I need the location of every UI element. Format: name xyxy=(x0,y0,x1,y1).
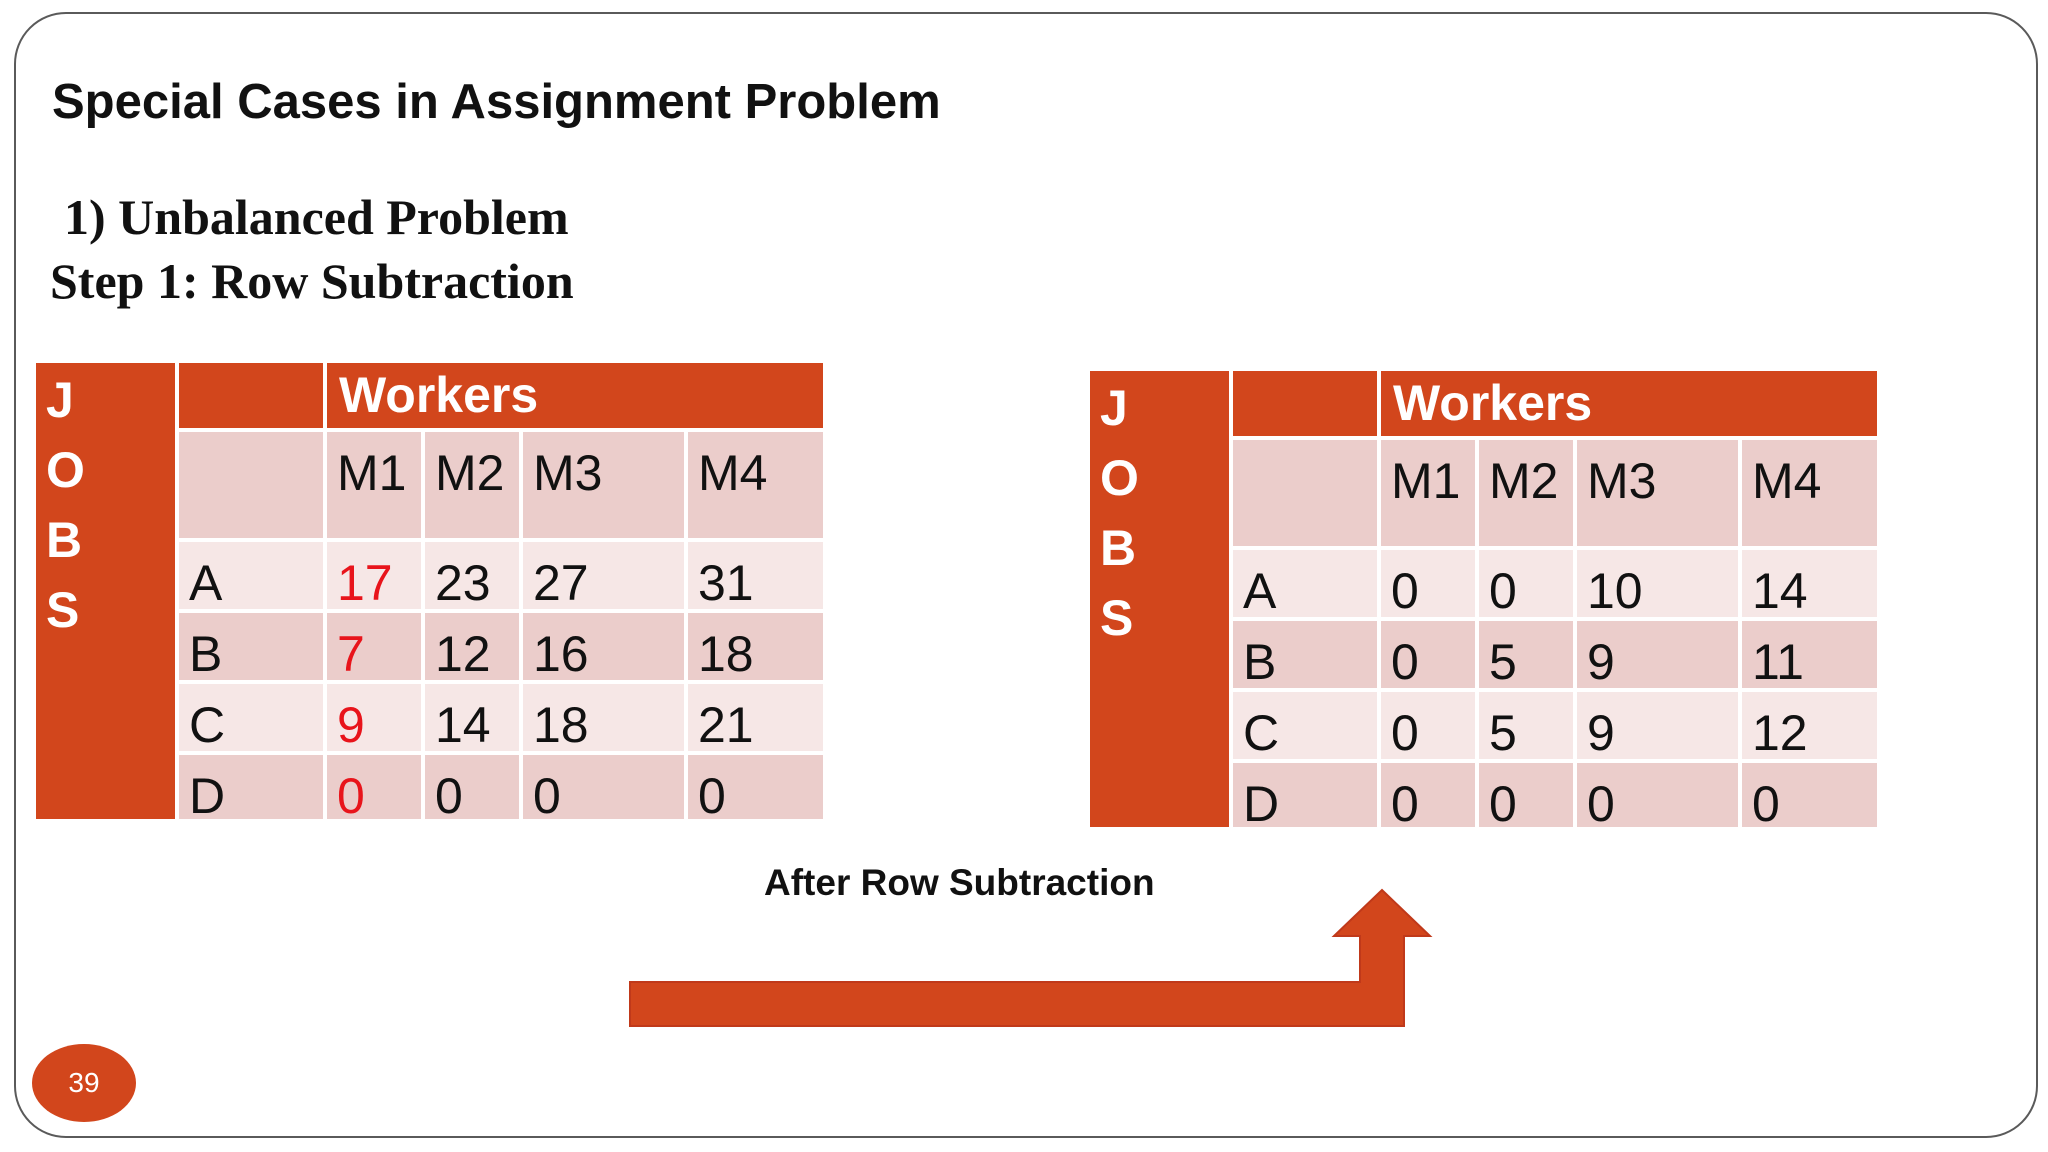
cell-d-m1: 0 xyxy=(327,755,421,819)
column-header-m1: M1 xyxy=(327,432,421,538)
cell-b-m2: 5 xyxy=(1479,621,1573,688)
cell-c-m2: 5 xyxy=(1479,692,1573,759)
header-blank-cell xyxy=(179,363,323,428)
cell-a-m1: 0 xyxy=(1381,550,1475,617)
cell-a-m2: 23 xyxy=(425,542,519,609)
cell-a-m1: 17 xyxy=(327,542,421,609)
slide-title: Special Cases in Assignment Problem xyxy=(52,75,941,129)
row-label-c: C xyxy=(1233,692,1377,759)
cell-a-m4: 14 xyxy=(1742,550,1877,617)
page-number-badge: 39 xyxy=(32,1044,136,1122)
header-blank-cell xyxy=(1233,371,1377,436)
cell-c-m1: 9 xyxy=(327,684,421,751)
cell-a-m3: 27 xyxy=(523,542,684,609)
column-header-m3: M3 xyxy=(523,432,684,538)
bent-arrow-up-icon xyxy=(626,886,1446,1076)
corner-cell xyxy=(1233,440,1377,546)
cell-b-m1: 0 xyxy=(1381,621,1475,688)
cell-c-m3: 9 xyxy=(1577,692,1738,759)
jobs-letter: S xyxy=(1100,590,1134,646)
cell-b-m4: 11 xyxy=(1742,621,1877,688)
cell-d-m4: 0 xyxy=(1742,763,1877,827)
jobs-column-header xyxy=(1090,371,1229,827)
subtitle-unbalanced-problem: 1) Unbalanced Problem xyxy=(64,189,569,245)
cell-b-m3: 9 xyxy=(1577,621,1738,688)
cell-b-m4: 18 xyxy=(688,613,823,680)
column-header-m4: M4 xyxy=(1742,440,1877,546)
jobs-column-header xyxy=(36,363,175,819)
workers-header: Workers xyxy=(1381,371,1877,436)
row-label-d: D xyxy=(1233,763,1377,827)
cell-d-m3: 0 xyxy=(523,755,684,819)
cell-a-m2: 0 xyxy=(1479,550,1573,617)
jobs-letter: B xyxy=(46,512,83,568)
row-label-c: C xyxy=(179,684,323,751)
column-header-m2: M2 xyxy=(425,432,519,538)
row-label-d: D xyxy=(179,755,323,819)
cell-d-m2: 0 xyxy=(425,755,519,819)
cell-b-m2: 12 xyxy=(425,613,519,680)
cell-d-m1: 0 xyxy=(1381,763,1475,827)
workers-header: Workers xyxy=(327,363,823,428)
row-label-b: B xyxy=(179,613,323,680)
cell-d-m2: 0 xyxy=(1479,763,1573,827)
row-label-a: A xyxy=(179,542,323,609)
corner-cell xyxy=(179,432,323,538)
jobs-letter: S xyxy=(46,582,80,638)
cell-c-m4: 21 xyxy=(688,684,823,751)
cell-d-m4: 0 xyxy=(688,755,823,819)
row-label-a: A xyxy=(1233,550,1377,617)
cell-b-m3: 16 xyxy=(523,613,684,680)
column-header-m1: M1 xyxy=(1381,440,1475,546)
jobs-letter: O xyxy=(1100,450,1139,506)
cell-a-m3: 10 xyxy=(1577,550,1738,617)
jobs-letter: B xyxy=(1100,520,1137,576)
jobs-letter: J xyxy=(1100,380,1128,436)
jobs-letter: O xyxy=(46,442,85,498)
row-label-b: B xyxy=(1233,621,1377,688)
cell-c-m3: 18 xyxy=(523,684,684,751)
jobs-letter: J xyxy=(46,372,74,428)
cell-c-m4: 12 xyxy=(1742,692,1877,759)
cell-d-m3: 0 xyxy=(1577,763,1738,827)
subtitle-step-1: Step 1: Row Subtraction xyxy=(50,253,574,309)
column-header-m4: M4 xyxy=(688,432,823,538)
cell-b-m1: 7 xyxy=(327,613,421,680)
arrow-caption: After Row Subtraction xyxy=(764,862,1155,903)
cell-c-m2: 14 xyxy=(425,684,519,751)
column-header-m2: M2 xyxy=(1479,440,1573,546)
column-header-m3: M3 xyxy=(1577,440,1738,546)
cell-c-m1: 0 xyxy=(1381,692,1475,759)
cell-a-m4: 31 xyxy=(688,542,823,609)
